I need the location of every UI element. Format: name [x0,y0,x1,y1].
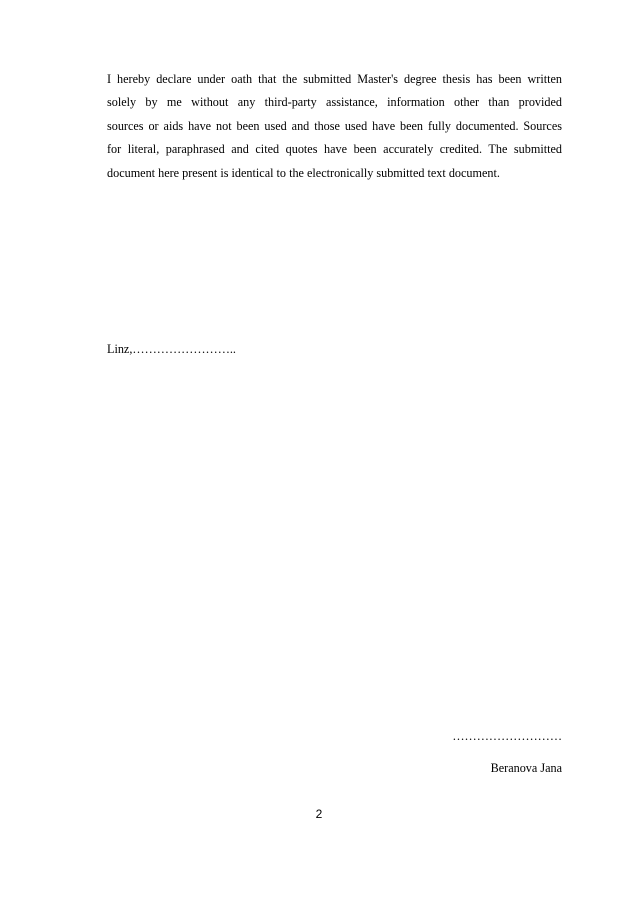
declaration-line: I hereby declare under oath that the submitted Master's degree thesis has been written [107,72,562,86]
declaration-line: sources or aids have not been used and those used have been fully documented. Sources [107,118,562,133]
place-date-line: Linz,…………………….. [107,342,236,356]
oath-declaration-paragraph [107,68,562,185]
page-number: 2 [315,807,323,821]
signatory-name: Beranova Jana [490,761,562,775]
declaration-line: for literal, paraphrased and cited quotes have been accurately credited. The submitted [107,142,562,157]
declaration-line: document here present is identical to the electronically submitted text document. [107,165,500,180]
signature-line: ……………………… [452,729,562,743]
declaration-line: solely by me without any third-party assistance, information other than provided [107,95,562,110]
